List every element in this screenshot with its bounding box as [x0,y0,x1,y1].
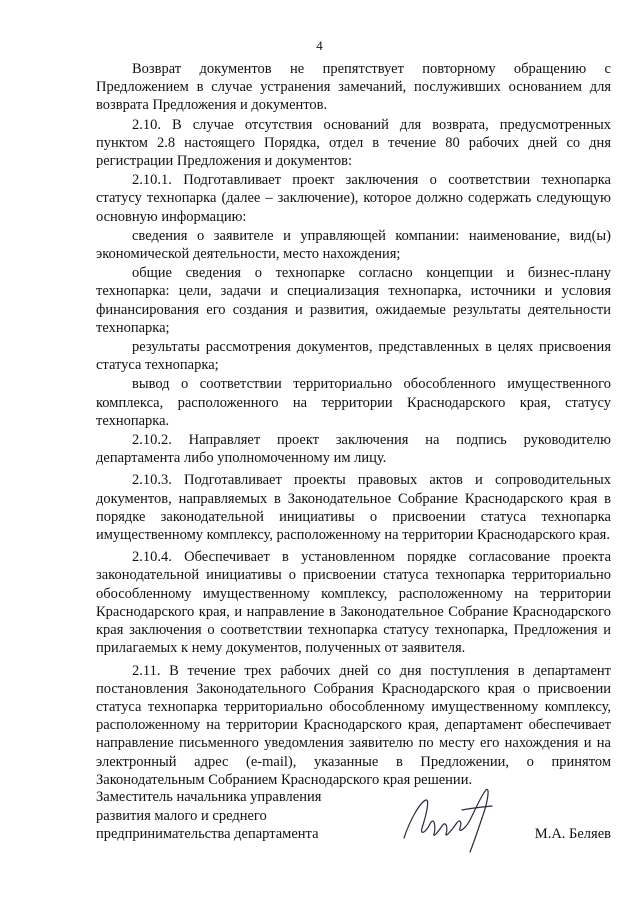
paragraph-2-11: 2.11. В течение трех рабочих дней со дня поступления в департамент постановления Законодательного Собрания Краснодарского края о присвоении статуса технопарка территориально обособленному имущественному комплексу, расположенному на территории Краснодарского края, департамент обеспечивает направление письменного уведомления заявителю по месту его нахождения и на электронный адрес (e-mail), указанные в Предложении, о принятом Законодательным Собранием Краснодарского края решении. [96,662,611,788]
signatory-name: М.А. Беляев [534,826,611,842]
position-line: предпринимательства департамента [96,826,319,842]
handwritten-signature [396,780,506,860]
list-item-conclusion: вывод о соответствии территориально обособленного имущественного комплекса, расположенного на территории Краснодарского края, статусу технопарка. [96,376,611,429]
position-line: развития малого и среднего [96,807,267,824]
paragraph-2-10-4: 2.10.4. Обеспечивает в установленном порядке согласование проекта законодательной инициативы о присвоении статуса технопарка территориально обособленному имущественному комплексу, расположенному на территории Краснодарского края, и направление в Законодательное Собрание Краснодарского края заключения о соответствии технопарка статусу технопарка, Предложения и прилагаемых к нему документов, полученных от заявителя. [96,549,611,657]
page-number: 4 [316,38,323,53]
list-item-technopark-info: общие сведения о технопарке согласно концепции и бизнес-плану технопарка: цели, задачи и специализация технопарка, источники и условия финансирования его создания и развития, ожидаемые результаты деятельности технопарка; [96,265,611,336]
paragraph-2-10-2: 2.10.2. Направляет проект заключения на подпись руководителю департамента либо уполномоченному им лицу. [96,432,611,467]
position-line: Заместитель начальника управления [96,789,322,805]
paragraph-2-10-3: 2.10.3. Подготавливает проекты правовых актов и сопроводительных документов, направляемых в Законодательное Собрание Краснодарского края в порядке законодательной инициативы о присвоении статуса технопарка имущественному комплексу, расположенному на территории Краснодарского края. [96,472,611,544]
paragraph-2-10-1: 2.10.1. Подготавливает проект заключения о соответствии технопарка статусу технопарка (далее – заключение), которое должно содержать следующую основную информацию: [96,172,611,225]
signatory-position [96,788,321,844]
document-body [96,60,611,789]
paragraph-return-note: Возврат документов не препятствует повторному обращению с Предложением в случае устранения замечаний, послуживших основанием для возврата Предложения и документов. [96,61,611,114]
list-item-applicant-info: сведения о заявителе и управляющей компании: наименование, вид(ы) экономической деятельности, место нахождения; [96,227,611,263]
list-item-review-results: результаты рассмотрения документов, представленных в целях присвоения статуса технопарка; [96,339,611,374]
signature-block [96,788,611,858]
paragraph-2-10: 2.10. В случае отсутствия оснований для возврата, предусмотренных пунктом 2.8 настоящего Порядка, отдел в течение 80 рабочих дней со дня регистрации Предложения и документов: [96,116,611,170]
